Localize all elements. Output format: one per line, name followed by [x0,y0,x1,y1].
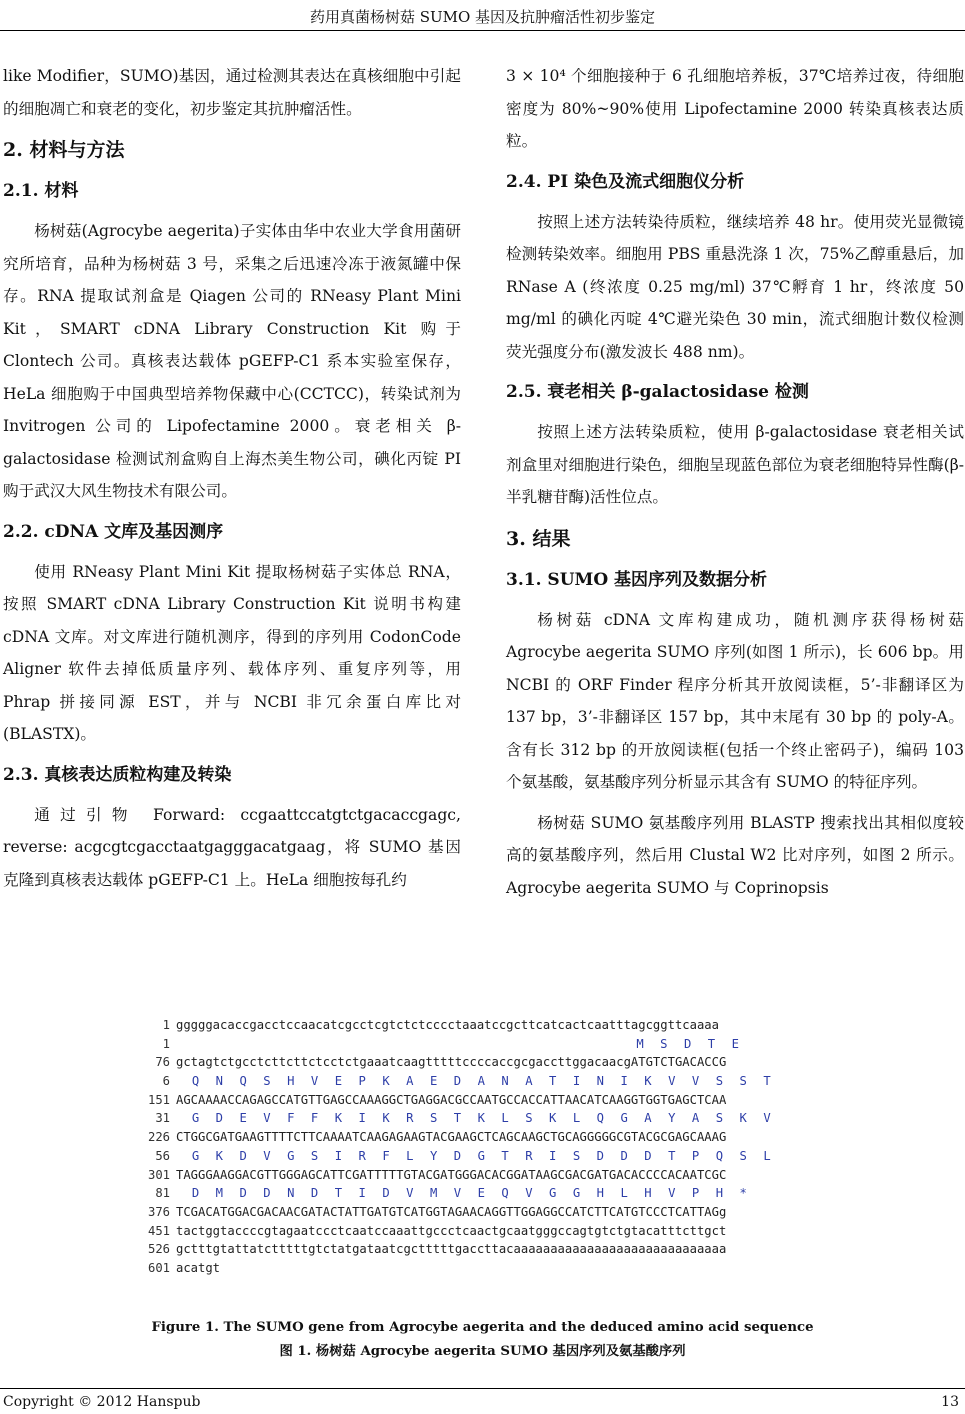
amino-acid-row [130,1184,835,1203]
amino-acid-row [130,1109,835,1128]
nucleotide-sequence: acatgt [176,1260,221,1275]
amino-acid-sequence: D M D D N D T I D V M V E Q V G G H L H V P H * [176,1186,748,1201]
section-3-1-paragraph-a: 杨树菇 cDNA 文库构建成功，随机测序获得杨树菇 Agrocybe aegerita SUMO 序列(如图 1 所示)，长 606 bp。用 NCBI 的 ORF Finder 程序分析其开放阅读框，5’-非翻译区为 137 bp，3’-非翻译区 157 bp，其中末尾有 30 bp 的 poly-A。含有长 312 bp 的开放阅读框(包括一个终止密码子)，编码 103 个氨基酸，氨基酸序列分析显示其含有 SUMO 的特征序列。 [506,610,964,791]
amino-acid-row [130,1147,835,1166]
section-2-5-paragraph: 按照上述方法转染质粒，使用 β-galactosidase 衰老相关试剂盒里对细胞进行染色，细胞呈现蓝色部位为衰老细胞特异性酶(β-半乳糖苷酶)活性位点。 [506,423,964,506]
sequence-position: 76 [155,1055,170,1070]
amino-acid-sequence: M S D T E [176,1036,740,1051]
amino-acid-row [130,1035,835,1054]
amino-acid-sequence: G D E V F F K I K R S T K L S K L Q G A Y A S K V [176,1111,772,1126]
nucleotide-sequence: gggggacaccgacctccaacatcgcctcgtctctcccctaaatccgcttcatcactcaatttagcggttcaaaa [176,1018,719,1032]
sequence-position: 56 [155,1148,170,1163]
nucleotide-sequence: TAGGGAAGGACGTTGGGAGCATTCGATTTTTGTACGATGGGACACGGATAAGCGACGATGACACCCCACAATCGC [176,1167,727,1182]
section-2-3-heading: 2.3. 真核表达质粒构建及转染 [3,764,232,785]
section-2-5-heading: 2.5. 衰老相关 β-galactosidase 检测 [506,382,809,402]
nucleotide-sequence: TCGACATGGACGACAACGATACTATTGATGTCATGGTAGAACAGGTTGGAGGCCATCTTCATGTCCCTCATTAGg [176,1204,727,1219]
nucleotide-row [130,1222,835,1241]
section-3-heading: 3. 结果 [506,527,571,550]
section-2-4-paragraph: 按照上述方法转染待质粒，继续培养 48 hr。使用荧光显微镜检测转染效率。细胞用 PBS 重悬洗涤 1 次，75%乙醇重悬后，加 RNase A (终浓度 0.25 mg/ml) 37℃孵育 1 hr，终浓度 50 mg/ml 的碘化丙啶 4℃避光染色 30 min，流式细胞计数仪检测荧光强度分布(激发波长 488 nm)。 [506,212,964,361]
nucleotide-row [130,1053,835,1072]
sequence-position: 451 [147,1223,170,1238]
right-column [506,60,964,912]
section-2-1-paragraph: 杨树菇(Agrocybe aegerita)子实体由华中农业大学食用菌研究所培育，品种为杨树菇 3 号，采集之后迅速冷冻于液氮罐中保存。RNA 提取试剂盒是 Qiagen 公司的 RNeasy Plant Mini Kit，SMART cDNA Library Construction Kit 购于 Clontech 公司。真核表达载体 pGEFP-C1 系本实验室保存，HeLa 细胞购于中国典型培养物保藏中心(CCTCC)，转染试剂为 Invitrogen 公司的 Lipofectamine 2000。衰老相关 β-galactosidase 检测试剂盒购自上海杰美生物公司，碘化丙锭 PI 购于武汉大风生物技术有限公司。 [3,222,461,500]
nucleotide-row [130,1240,835,1259]
section-3-1-paragraph-b: 杨树菇 SUMO 氨基酸序列用 BLASTP 搜索找出其相似度较高的氨基酸序列，然后用 Clustal W2 比对序列，如图 2 所示。Agrocybe aegerita SUMO 与 Coprinopsis [506,813,964,897]
section-2-4-heading: 2.4. PI 染色及流式细胞仪分析 [506,171,745,192]
section-3-1-heading: 3.1. SUMO 基因序列及数据分析 [506,569,768,590]
figure-caption-en: Figure 1. The SUMO gene from Agrocybe aegerita and the deduced amino acid sequence [151,1320,814,1335]
nucleotide-row [130,1259,835,1278]
section-2-2-paragraph: 使用 RNeasy Plant Mini Kit 提取杨树菇子实体总 RNA，按照 SMART cDNA Library Construction Kit 说明书构建 cDNA 文库。对文库进行随机测序，得到的序列用 CodonCode Aligner 软件去掉低质量序列、载体序列、重复序列等，用 Phrap 拼接同源 EST，并与 NCBI 非冗余蛋白库比对(BLASTX)。 [3,562,461,743]
nucleotide-sequence: gctagtctgcctcttcttctcctctgaaatcaagtttttccccaccgcgaccttggacaacgATGTCTGACACCG [176,1055,727,1070]
nucleotide-row [130,1016,835,1035]
sequence-position: 376 [147,1204,170,1219]
header-rule [0,30,965,31]
nucleotide-row [130,1203,835,1222]
section-2-3-paragraph: 通过引物 Forward: ccgaattccatgtctgacaccgagc, reverse: acgcgtcgacctaatgagggacatgaag，将 SUMO 基因克隆到真核表达载体 pGEFP-C1 上。HeLa 细胞按每孔约 [3,805,461,889]
sequence-position: 526 [147,1242,170,1257]
amino-acid-row [130,1072,835,1091]
amino-acid-sequence: G K D V G S I R F L Y D G T R I S D D D T P Q S L [176,1148,772,1163]
figure-caption-zh: 图 1. 杨树菇 Agrocybe aegerita SUMO 基因序列及氨基酸序列 [279,1344,686,1359]
sequence-position: 301 [147,1167,170,1182]
nucleotide-row [130,1128,835,1147]
nucleotide-sequence: AGCAAAACCAGAGCCATGTTGAGCCAAAGGCTGAGGACGCCAATGCCACCATTAACATCAAGGTGGTGAGCTCAA [176,1092,727,1107]
section-2-heading: 2. 材料与方法 [3,139,125,161]
nucleotide-row [130,1091,835,1110]
left-column [3,60,461,904]
copyright: Copyright © 2012 Hanspub [3,1394,201,1410]
running-head: 药用真菌杨树菇 SUMO 基因及抗肿瘤活性初步鉴定 [309,8,656,26]
nucleotide-sequence: tactggtaccccgtagaatccctcaatccaaattgccctcaactgcaatgggccagtgtctgtacatttcttgct [176,1223,727,1238]
section-2-2-heading: 2.2. cDNA 文库及基因测序 [3,521,224,542]
section-2-1-heading: 2.1. 材料 [3,181,79,201]
nucleotide-row [130,1166,835,1185]
sequence-position: 226 [147,1130,170,1145]
sequence-position: 1 [162,1036,170,1051]
sequence-figure [130,1016,835,1301]
footer-rule [0,1388,965,1389]
sequence-position: 1 [162,1018,170,1032]
continued-paragraph: 3 × 10⁴ 个细胞接种于 6 孔细胞培养板，37℃培养过夜，待细胞密度为 80%~90%使用 Lipofectamine 2000 转染真核表达质粒。 [506,67,964,150]
sequence-position: 31 [155,1111,170,1126]
nucleotide-sequence: CTGGCGATGAAGTTTTCTTCAAAATCAAGAGAAGTACGAAGCTCAGCAAGCTGCAGGGGGCGTACGCGAGCAAAG [176,1130,727,1145]
sequence-position: 6 [162,1074,170,1089]
sequence-position: 601 [147,1260,170,1275]
sequence-position: 151 [147,1092,170,1107]
amino-acid-sequence: Q N Q S H V E P K A E D A N A T I N I K V V S S T [176,1074,772,1089]
intro-paragraph: like Modifier，SUMO)基因，通过检测其表达在真核细胞中引起的细胞凋亡和衰老的变化，初步鉴定其抗肿瘤活性。 [3,67,461,118]
sequence-position: 81 [155,1186,170,1201]
nucleotide-sequence: gctttgtattatctttttgtctatgataatcgctttttgaccttacaaaaaaaaaaaaaaaaaaaaaaaaaaaaa [176,1242,727,1257]
page-number: 13 [941,1394,959,1410]
